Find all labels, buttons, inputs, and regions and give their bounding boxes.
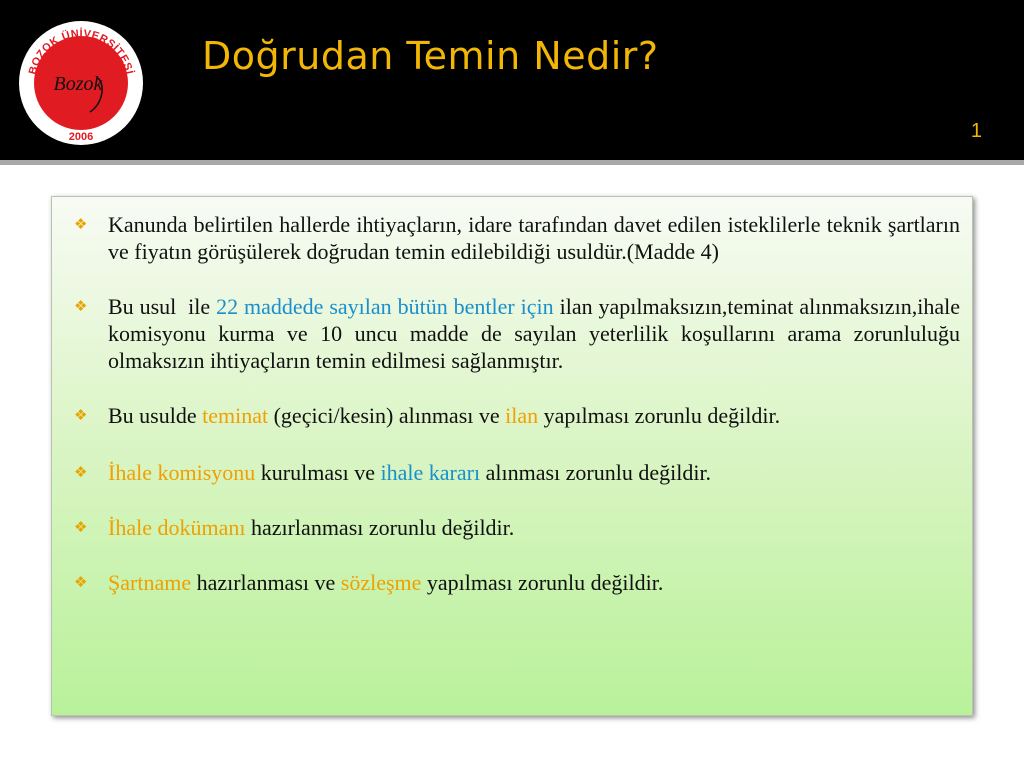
- bullet-list: [52, 197, 972, 596]
- highlight-text: 22 maddede sayılan bütün bentler için: [216, 294, 554, 319]
- highlight-text: İhale komisyonu: [108, 460, 256, 485]
- header-bar: [0, 0, 1024, 160]
- highlight-text: ihale kararı: [380, 460, 481, 485]
- diamond-bullet-icon: ❖: [74, 518, 88, 536]
- diamond-bullet-icon: ❖: [74, 297, 88, 315]
- diamond-bullet-icon: ❖: [74, 406, 88, 424]
- university-logo: [18, 20, 144, 146]
- bullet-text: (geçici/kesin) alınması ve: [268, 403, 506, 428]
- highlight-text: İhale dokümanı: [108, 515, 246, 540]
- bullet-text: hazırlanması zorunlu değildir.: [245, 515, 515, 540]
- bullet-item: [68, 459, 960, 486]
- logo-signature: Bozok: [53, 73, 103, 95]
- bullet-text: yapılması zorunlu değildir.: [538, 403, 781, 428]
- header-divider: [0, 160, 1024, 165]
- bullet-text: Bu usulde: [108, 403, 203, 428]
- highlight-text: teminat: [202, 403, 269, 428]
- slide-title: Doğrudan Temin Nedir?: [202, 34, 659, 78]
- bullet-text: hazırlanması ve: [191, 570, 341, 595]
- bullet-text: yapılması zorunlu değildir.: [421, 570, 664, 595]
- bullet-text: kurulması ve: [255, 460, 381, 485]
- highlight-text: ilan: [505, 403, 539, 428]
- diamond-bullet-icon: ❖: [74, 573, 88, 591]
- highlight-text: sözleşme: [340, 570, 422, 595]
- bullet-item: [68, 402, 960, 429]
- bullet-item: [68, 514, 960, 541]
- bullet-text: ilan yapılmaksızın,teminat alınmaksızın,ihale komisyonu kurma ve 10 uncu madde de sayılan yeterlilik koşullarını arama zorunluluğu olmaksızın ihtiyaçların temin edilmesi sağlanmıştır.: [108, 294, 961, 373]
- bullet-text: Kanunda belirtilen hallerde ihtiyaçların, idare tarafından davet edilen isteklilerle teknik şartların ve fiyatın görüşülerek doğrudan temin edilebildiği usuldür.(Madde 4): [108, 212, 960, 264]
- diamond-bullet-icon: ❖: [74, 463, 88, 481]
- bullet-text: Bu usul ile: [108, 294, 217, 319]
- slide-number: 1: [970, 120, 982, 142]
- logo-arc-text: BOZOK ÜNİVERSİTESİ: [26, 27, 136, 76]
- highlight-text: Şartname: [108, 570, 192, 595]
- diamond-bullet-icon: ❖: [74, 215, 88, 233]
- bullet-item: [68, 569, 960, 596]
- logo-year: 2006: [68, 131, 94, 143]
- content-panel: [51, 196, 973, 716]
- bullet-item: [68, 293, 960, 374]
- bullet-item: [68, 211, 960, 265]
- bullet-text: alınması zorunlu değildir.: [480, 460, 712, 485]
